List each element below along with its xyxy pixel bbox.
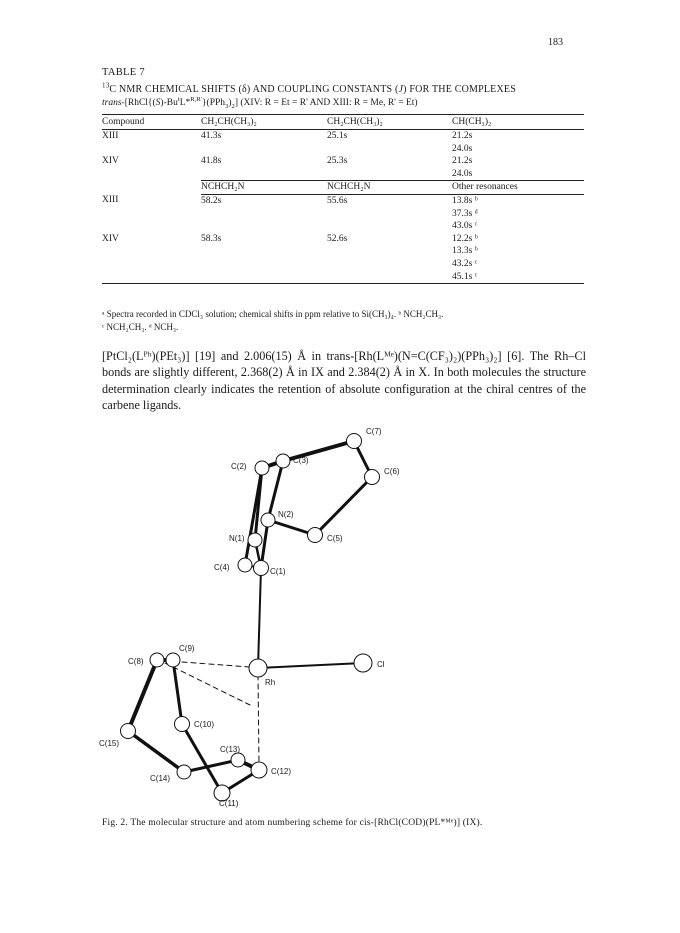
header-ch2: CH₂CH(CH₃)₂ bbox=[201, 115, 327, 130]
table-cell: 25.1s bbox=[327, 131, 348, 141]
table-cell: 41.8s bbox=[201, 156, 222, 167]
atom-label-c12: C(12) bbox=[271, 767, 292, 776]
atom-n2 bbox=[261, 513, 275, 527]
page-number: 183 bbox=[548, 37, 563, 48]
atom-c9 bbox=[166, 653, 180, 667]
table-cell: 55.6s bbox=[327, 195, 348, 206]
table-cell: 13.3s ᵇ bbox=[452, 246, 478, 257]
table-cell: XIII bbox=[102, 131, 119, 141]
atom-label-c13: C(13) bbox=[220, 745, 241, 754]
subheader-other: Other resonances bbox=[452, 181, 584, 195]
atom-c4 bbox=[238, 558, 252, 572]
table-cell: 13.8s ᵇ bbox=[452, 195, 478, 206]
bond-c8-c15 bbox=[128, 660, 157, 731]
atom-rh bbox=[249, 659, 267, 677]
bond-rh-cl bbox=[258, 663, 363, 668]
bond-c10-c11 bbox=[182, 724, 222, 793]
table-cell: 25.3s bbox=[327, 156, 348, 167]
atom-label-rh: Rh bbox=[265, 678, 276, 687]
table-cell: 43.0s ᶜ bbox=[452, 221, 478, 232]
header-ch-me2: CH(CH₃)₂ bbox=[452, 115, 584, 130]
table-cell: 43.2s ᶜ bbox=[452, 258, 478, 269]
table-cell: XIII bbox=[102, 195, 119, 206]
atom-c1 bbox=[254, 561, 269, 576]
atom-c2 bbox=[255, 461, 269, 475]
atom-c7 bbox=[347, 434, 362, 449]
atom-c3 bbox=[276, 454, 290, 468]
atom-c12 bbox=[251, 762, 267, 778]
table-cell: XIV bbox=[102, 233, 119, 244]
atom-label-n1: N(1) bbox=[229, 534, 245, 543]
bond-c14-c13 bbox=[184, 760, 238, 772]
atom-label-c1: C(1) bbox=[270, 567, 286, 576]
table-cell: 45.1s ᶜ bbox=[452, 271, 584, 284]
atom-c8 bbox=[150, 653, 164, 667]
atom-label-c9: C(9) bbox=[179, 644, 195, 653]
atom-label-c11: C(11) bbox=[219, 799, 239, 808]
atom-c14 bbox=[177, 765, 191, 779]
table-cell: 58.2s bbox=[201, 195, 222, 206]
atom-c15 bbox=[121, 724, 136, 739]
contact-c9-rh bbox=[182, 662, 250, 667]
atom-c6 bbox=[365, 470, 380, 485]
atom-label-c5: C(5) bbox=[327, 534, 343, 543]
table-cell: 41.3s bbox=[201, 131, 222, 141]
atom-label-c14: C(14) bbox=[150, 774, 171, 783]
table-label: TABLE 7 bbox=[102, 67, 145, 78]
atom-c13 bbox=[231, 753, 245, 767]
table-cell: 21.2s bbox=[452, 131, 473, 141]
atom-label-c7: C(7) bbox=[366, 427, 382, 436]
atom-label-c2: C(2) bbox=[231, 462, 247, 471]
table-cell: 24.0s bbox=[452, 143, 473, 154]
table-cell: XIV bbox=[102, 156, 119, 167]
table-cell: 21.2s bbox=[452, 156, 473, 167]
table-cell: 24.0s bbox=[452, 168, 473, 179]
atom-label-c3: C(3) bbox=[293, 456, 309, 465]
subheader-nch: NCHCH₂N bbox=[201, 181, 327, 195]
atom-cl bbox=[354, 654, 372, 672]
atom-label-cl: Cl bbox=[377, 660, 385, 669]
atom-n1 bbox=[248, 533, 262, 547]
atom-c10 bbox=[175, 717, 190, 732]
header-ch: CH₂CH(CH₃)₂ bbox=[327, 115, 452, 130]
atom-c5 bbox=[308, 528, 323, 543]
subheader-nch2: NCHCH₂N bbox=[327, 181, 452, 195]
paragraph-text: [PtCl₂(Lᴾʰ)(PEt₃)] [19] and 2.006(15) Å in trans-[Rh(Lᴹᵉ)(N=C(CF₃)₂)(PPh₃)₂] [6]. The Rh–Cl bonds are slightly different, 2.368(2) Å in IX and 2.384(2) Å in X. In both molecules the structure determination clearly indicates the retention of absolute configuration at the chiral centres of the carbene ligands. bbox=[102, 349, 586, 413]
table-cell: 12.2s ᵇ bbox=[452, 233, 478, 244]
atom-label-c15: C(15) bbox=[99, 739, 120, 748]
bond-c6-c5 bbox=[315, 477, 372, 535]
footnote-line: ᶜ NCH₂CH₃. ᵈ NCH₃. bbox=[102, 322, 179, 332]
table-cell: 58.3s bbox=[201, 233, 222, 244]
bond-c15-c14 bbox=[128, 731, 184, 772]
atom-label-c4: C(4) bbox=[214, 563, 230, 572]
figure-caption: Fig. 2. The molecular structure and atom numbering scheme for cis-[RhCl(COD)(PL*ᴹᵉ)] (IX). bbox=[102, 818, 483, 828]
table-cell: 52.6s bbox=[327, 233, 348, 244]
atom-label-c8: C(8) bbox=[128, 657, 144, 666]
atom-label-c10: C(10) bbox=[194, 720, 215, 729]
bond-c1-rh bbox=[258, 568, 261, 668]
footnote-line: ᵃ Spectra recorded in CDCl₃ solution; chemical shifts in ppm relative to Si(CH₃)₄. ᵇ NCH₂CH₃. bbox=[102, 309, 444, 319]
table-caption: $^{13}$C NMR CHEMICAL SHIFTS (δ) AND COUPLING CONSTANTS (J) FOR THE COMPLEXES trans-$[RhCl\{(S)-Bu^tL*^{R,R'}\}(PPh_3)_2]$ (XIV: R = Et = R' AND XIII: R = Me, R' = Et) bbox=[102, 81, 516, 110]
table-cell: 37.3s ᵈ bbox=[452, 208, 478, 219]
atom-label-n2: N(2) bbox=[278, 510, 294, 519]
contact-rh-c12 bbox=[258, 675, 259, 765]
atom-label-c6: C(6) bbox=[384, 467, 400, 476]
header-compound: Compound bbox=[102, 115, 201, 130]
